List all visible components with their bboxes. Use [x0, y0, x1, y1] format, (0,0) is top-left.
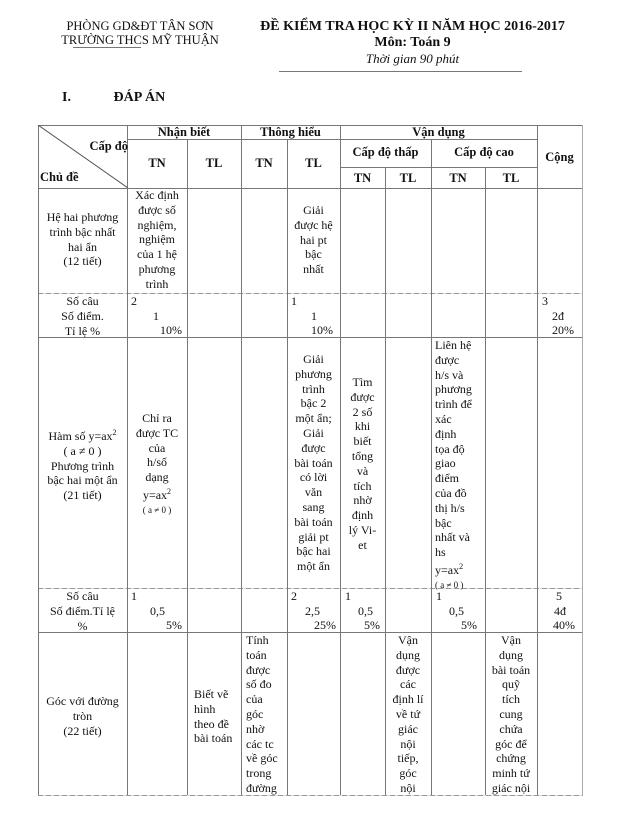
text-line: hình	[194, 701, 216, 716]
level-cap-do-thap: Cấp độ thấp	[352, 145, 419, 159]
topic-he-phuong-trinh	[38, 210, 127, 269]
text-line: của	[246, 692, 263, 707]
stats-r1-nb-tn-count: 2	[131, 294, 137, 308]
section-heading	[62, 90, 165, 106]
objective-r3-nb-tl	[188, 687, 242, 746]
stats-r1-total-points: 2đ	[552, 309, 564, 323]
corner-level-label: Cấp độ	[89, 139, 128, 153]
text-line: được	[246, 662, 271, 677]
text-line: Tìm	[352, 375, 373, 389]
stats-r2-total-points: 4đ	[554, 604, 566, 618]
header-row2-border	[340, 167, 537, 168]
superscript: 2	[459, 561, 464, 571]
text-line: 2 số	[352, 404, 373, 419]
text-line: hs	[435, 545, 446, 560]
text-line: bài toán	[194, 731, 233, 746]
text-line: định lí	[392, 692, 424, 707]
text-line: bài toán	[491, 662, 531, 677]
text-line: cung	[499, 706, 523, 721]
stats-r2-th-tl-count: 2	[291, 589, 297, 603]
text-line: và	[356, 463, 369, 478]
text-line: tích	[502, 692, 520, 707]
text-line: bài toán	[294, 455, 333, 470]
formula-line	[435, 560, 485, 578]
col-border	[582, 125, 583, 795]
level-thong-hieu: Thông hiểu	[260, 125, 321, 139]
objective-r3-vdt-tl	[385, 633, 431, 796]
text-line: bậc	[305, 247, 322, 262]
text-line: các tc	[246, 736, 274, 751]
text-line: thị h/s	[435, 500, 465, 515]
text-line: lý Vi-	[348, 522, 377, 537]
col-th-tn: TN	[255, 156, 273, 170]
objective-r1-th-tl	[287, 203, 340, 277]
text-line: theo đề	[194, 716, 229, 731]
school-header	[40, 19, 240, 47]
text-line: dạng	[145, 470, 169, 485]
text-line: sang	[302, 499, 325, 514]
text-line: biết	[353, 434, 372, 449]
text-line: được TC	[135, 425, 179, 440]
stats-r2-vdc-tn-points: 0,5	[449, 604, 464, 618]
topic-line: Góc với đường	[46, 694, 119, 708]
formula: y=ax	[142, 487, 168, 502]
topic-line: bậc hai một ẩn	[47, 473, 118, 488]
stats-r1-th-tl-count: 1	[291, 294, 297, 308]
text-line: Giải	[303, 352, 324, 366]
text-line: toán	[246, 647, 267, 662]
superscript: 2	[112, 428, 117, 437]
topic-ham-so	[38, 426, 127, 503]
section-title: ĐÁP ÁN	[113, 90, 166, 105]
objective-r2-nb-tn	[127, 411, 187, 518]
text-line: Xác định	[135, 188, 179, 202]
text-line: Chỉ ra	[142, 411, 172, 425]
text-line: Tính	[246, 633, 269, 647]
text-line: được số	[138, 202, 176, 217]
text-line: et	[358, 537, 367, 552]
stats-r1-th-tl-points: 1	[311, 309, 317, 323]
stats-r1-total-pct: 20%	[552, 323, 574, 337]
text-line: giải pt	[298, 529, 329, 544]
level-van-dung: Vận dụng	[412, 125, 465, 139]
text-line: văn	[304, 485, 323, 500]
text-line: Số câu	[66, 294, 99, 308]
objective-r2-vdt-tn	[340, 375, 385, 553]
stats-r2-nb-tn-points: 0,5	[150, 604, 165, 618]
col-nb-tl: TL	[205, 156, 223, 170]
condition: ( a ≠ 0 )	[142, 504, 172, 515]
text-line: Tỉ lệ %	[64, 323, 101, 338]
condition: ( a ≠ 0 )	[435, 579, 464, 590]
stats-r1-total-count: 3	[542, 294, 548, 308]
text-line: góc để	[495, 736, 527, 751]
text-line: của đồ	[435, 485, 467, 500]
objective-r3-vdc-tl	[485, 633, 537, 796]
topic-line: trình bậc nhất	[49, 224, 116, 239]
superscript: 2	[167, 486, 172, 496]
stats-r2-th-tl-pct: 25%	[314, 618, 336, 632]
text-line: %	[77, 618, 88, 633]
text-line: góc	[246, 706, 264, 721]
text-line: Số điểm.Tỉ lệ	[50, 603, 115, 618]
formula: y=ax	[435, 562, 460, 577]
stats-label-r2	[38, 589, 127, 633]
objective-r2-vdc-tn	[431, 338, 485, 593]
col-border	[537, 125, 538, 795]
objective-r1-nb-tn	[127, 188, 187, 292]
text-line: của	[148, 440, 166, 455]
text-line: được	[395, 662, 421, 677]
text-line: nhờ	[246, 721, 265, 736]
text-line: h/s và	[435, 367, 464, 382]
text-line: minh tứ	[492, 766, 530, 781]
stats-r2-th-tl-points: 2,5	[305, 604, 320, 618]
text-line: số đo	[246, 677, 272, 692]
level-cong: Cộng	[545, 150, 574, 164]
text-line: dụng	[396, 647, 420, 662]
text-line: trình	[145, 276, 169, 291]
stats-r2-total-pct: 40%	[553, 618, 575, 632]
text-line: khi	[354, 419, 371, 434]
topic-line	[38, 426, 127, 444]
level-cap-do-cao: Cấp độ cao	[454, 145, 514, 159]
text-line: một ẩn;	[295, 411, 332, 426]
text-line: nhờ	[353, 493, 372, 508]
text-line: nghiệm,	[137, 217, 177, 232]
text-line: tích	[353, 478, 372, 493]
text-line: giao	[435, 456, 456, 471]
text-line: Số điểm.	[61, 308, 104, 323]
exam-duration: Thời gian 90 phút	[365, 51, 460, 66]
col-vdt-tl: TL	[399, 171, 417, 185]
text-line: trình để	[435, 397, 472, 412]
text-line: hai pt	[300, 232, 327, 247]
text-line: quỹ	[502, 677, 520, 692]
topic-line: (21 tiết)	[63, 488, 102, 503]
stats-r2-vdt-tn-pct: 5%	[364, 618, 380, 632]
text-line: định	[351, 508, 374, 523]
stats-label-r1	[38, 294, 127, 338]
text-line: Biết vẽ	[194, 687, 229, 701]
text-line: được	[350, 389, 375, 404]
text-line: được	[301, 440, 326, 455]
exam-underline	[279, 71, 522, 72]
text-line: xác	[435, 411, 452, 426]
text-line: của 1 hệ	[137, 247, 177, 262]
text-line: Giải	[303, 203, 324, 217]
col-vdc-tl: TL	[502, 171, 520, 185]
level-nhan-biet: Nhận biết	[157, 125, 211, 139]
col-th-tl: TL	[305, 156, 322, 170]
text-line: đường	[246, 780, 277, 795]
text-line: tọa độ	[435, 441, 465, 456]
stats-r2-nb-tn-pct: 5%	[166, 618, 182, 632]
col-vdc-tn: TN	[449, 171, 467, 185]
text-line: nghiệm	[139, 232, 175, 247]
text-line: được	[435, 352, 460, 367]
text-line: về tứ	[395, 706, 421, 721]
text-line: điểm	[435, 471, 459, 486]
col-vdt-tn: TN	[353, 171, 372, 185]
text-line: góc	[399, 766, 417, 781]
text-line: h/số	[146, 455, 167, 470]
objective-r2-th-tl	[287, 352, 340, 574]
text-line: bài toán	[294, 514, 333, 529]
text-line: bậc	[435, 515, 452, 530]
stats-r1-th-tl-pct: 10%	[311, 323, 333, 337]
stats-r1-nb-tn-pct: 10%	[160, 323, 182, 337]
stats-r2-vdt-tn-points: 0,5	[358, 604, 373, 618]
text-line: Liên hệ	[435, 338, 472, 352]
text-line: bậc 2	[300, 396, 327, 411]
text-line: một ẩn	[297, 559, 330, 574]
text-line: các	[400, 677, 416, 692]
text-line: nội	[400, 736, 416, 751]
stats-r2-vdc-tn-pct: 5%	[461, 618, 477, 632]
text-line: Số câu	[66, 589, 99, 603]
school-underline	[73, 47, 141, 48]
exam-header	[240, 19, 585, 66]
text-line: có lời	[299, 470, 328, 485]
topic-line: hai ẩn	[68, 239, 97, 254]
text-line: phương	[295, 366, 332, 381]
text-line: Giải	[303, 425, 324, 440]
text-line: bậc hai	[296, 544, 331, 559]
topic-text: Hàm số y=ax	[48, 429, 113, 443]
text-line: phương	[138, 261, 176, 276]
text-line: giác nội	[491, 780, 531, 795]
text-line: chứa	[499, 721, 523, 736]
stats-r2-vdc-tn-count: 1	[436, 589, 442, 603]
topic-line: (22 tiết)	[63, 723, 102, 738]
topic-line: (12 tiết)	[63, 254, 102, 269]
col-nb-tn: TN	[148, 156, 166, 170]
text-line: trong	[246, 766, 272, 781]
text-line: phương	[435, 382, 472, 397]
text-line: nội	[400, 780, 416, 795]
exam-title: ĐỀ KIỂM TRA HỌC KỲ II NĂM HỌC 2016-2017	[260, 19, 565, 34]
header-bottom-border	[38, 188, 583, 189]
text-line: dụng	[499, 647, 523, 662]
text-line: Vận	[501, 633, 521, 647]
topic-line: Phương trình	[50, 458, 115, 473]
text-line: định	[435, 426, 457, 441]
text-line: tiếp,	[397, 751, 419, 766]
stats-r2-nb-tn-count: 1	[131, 589, 137, 603]
text-line: tổng	[351, 448, 374, 463]
topic-line: tròn	[72, 708, 93, 723]
objective-r3-th-tn	[241, 633, 287, 796]
text-line: về góc	[246, 751, 278, 766]
stats-r2-total-count: 5	[556, 589, 562, 603]
school-name: TRƯỜNG THCS MỸ THUẬN	[61, 33, 219, 47]
stats-r2-vdt-tn-count: 1	[345, 589, 351, 603]
topic-line: Hệ hai phương	[46, 210, 119, 224]
topic-goc-duong-tron	[38, 694, 127, 738]
exam-subject: Môn: Toán 9	[374, 35, 451, 50]
formula-line	[127, 485, 187, 503]
section-number: I.	[62, 90, 71, 105]
stats-r1-nb-tn-points: 1	[153, 309, 159, 323]
text-line: trình	[302, 381, 325, 396]
text-line: nhất	[303, 262, 324, 277]
department-name: PHÒNG GD&ĐT TÂN SƠN	[66, 19, 214, 33]
text-line: được hệ	[294, 217, 333, 232]
text-line: nhất và	[435, 530, 470, 545]
corner-topic-label: Chủ đề	[40, 170, 79, 184]
text-line: giác	[398, 721, 418, 736]
topic-line: ( a ≠ 0 )	[63, 443, 102, 458]
text-line: chứng	[496, 751, 526, 766]
text-line: Vận	[398, 633, 418, 647]
